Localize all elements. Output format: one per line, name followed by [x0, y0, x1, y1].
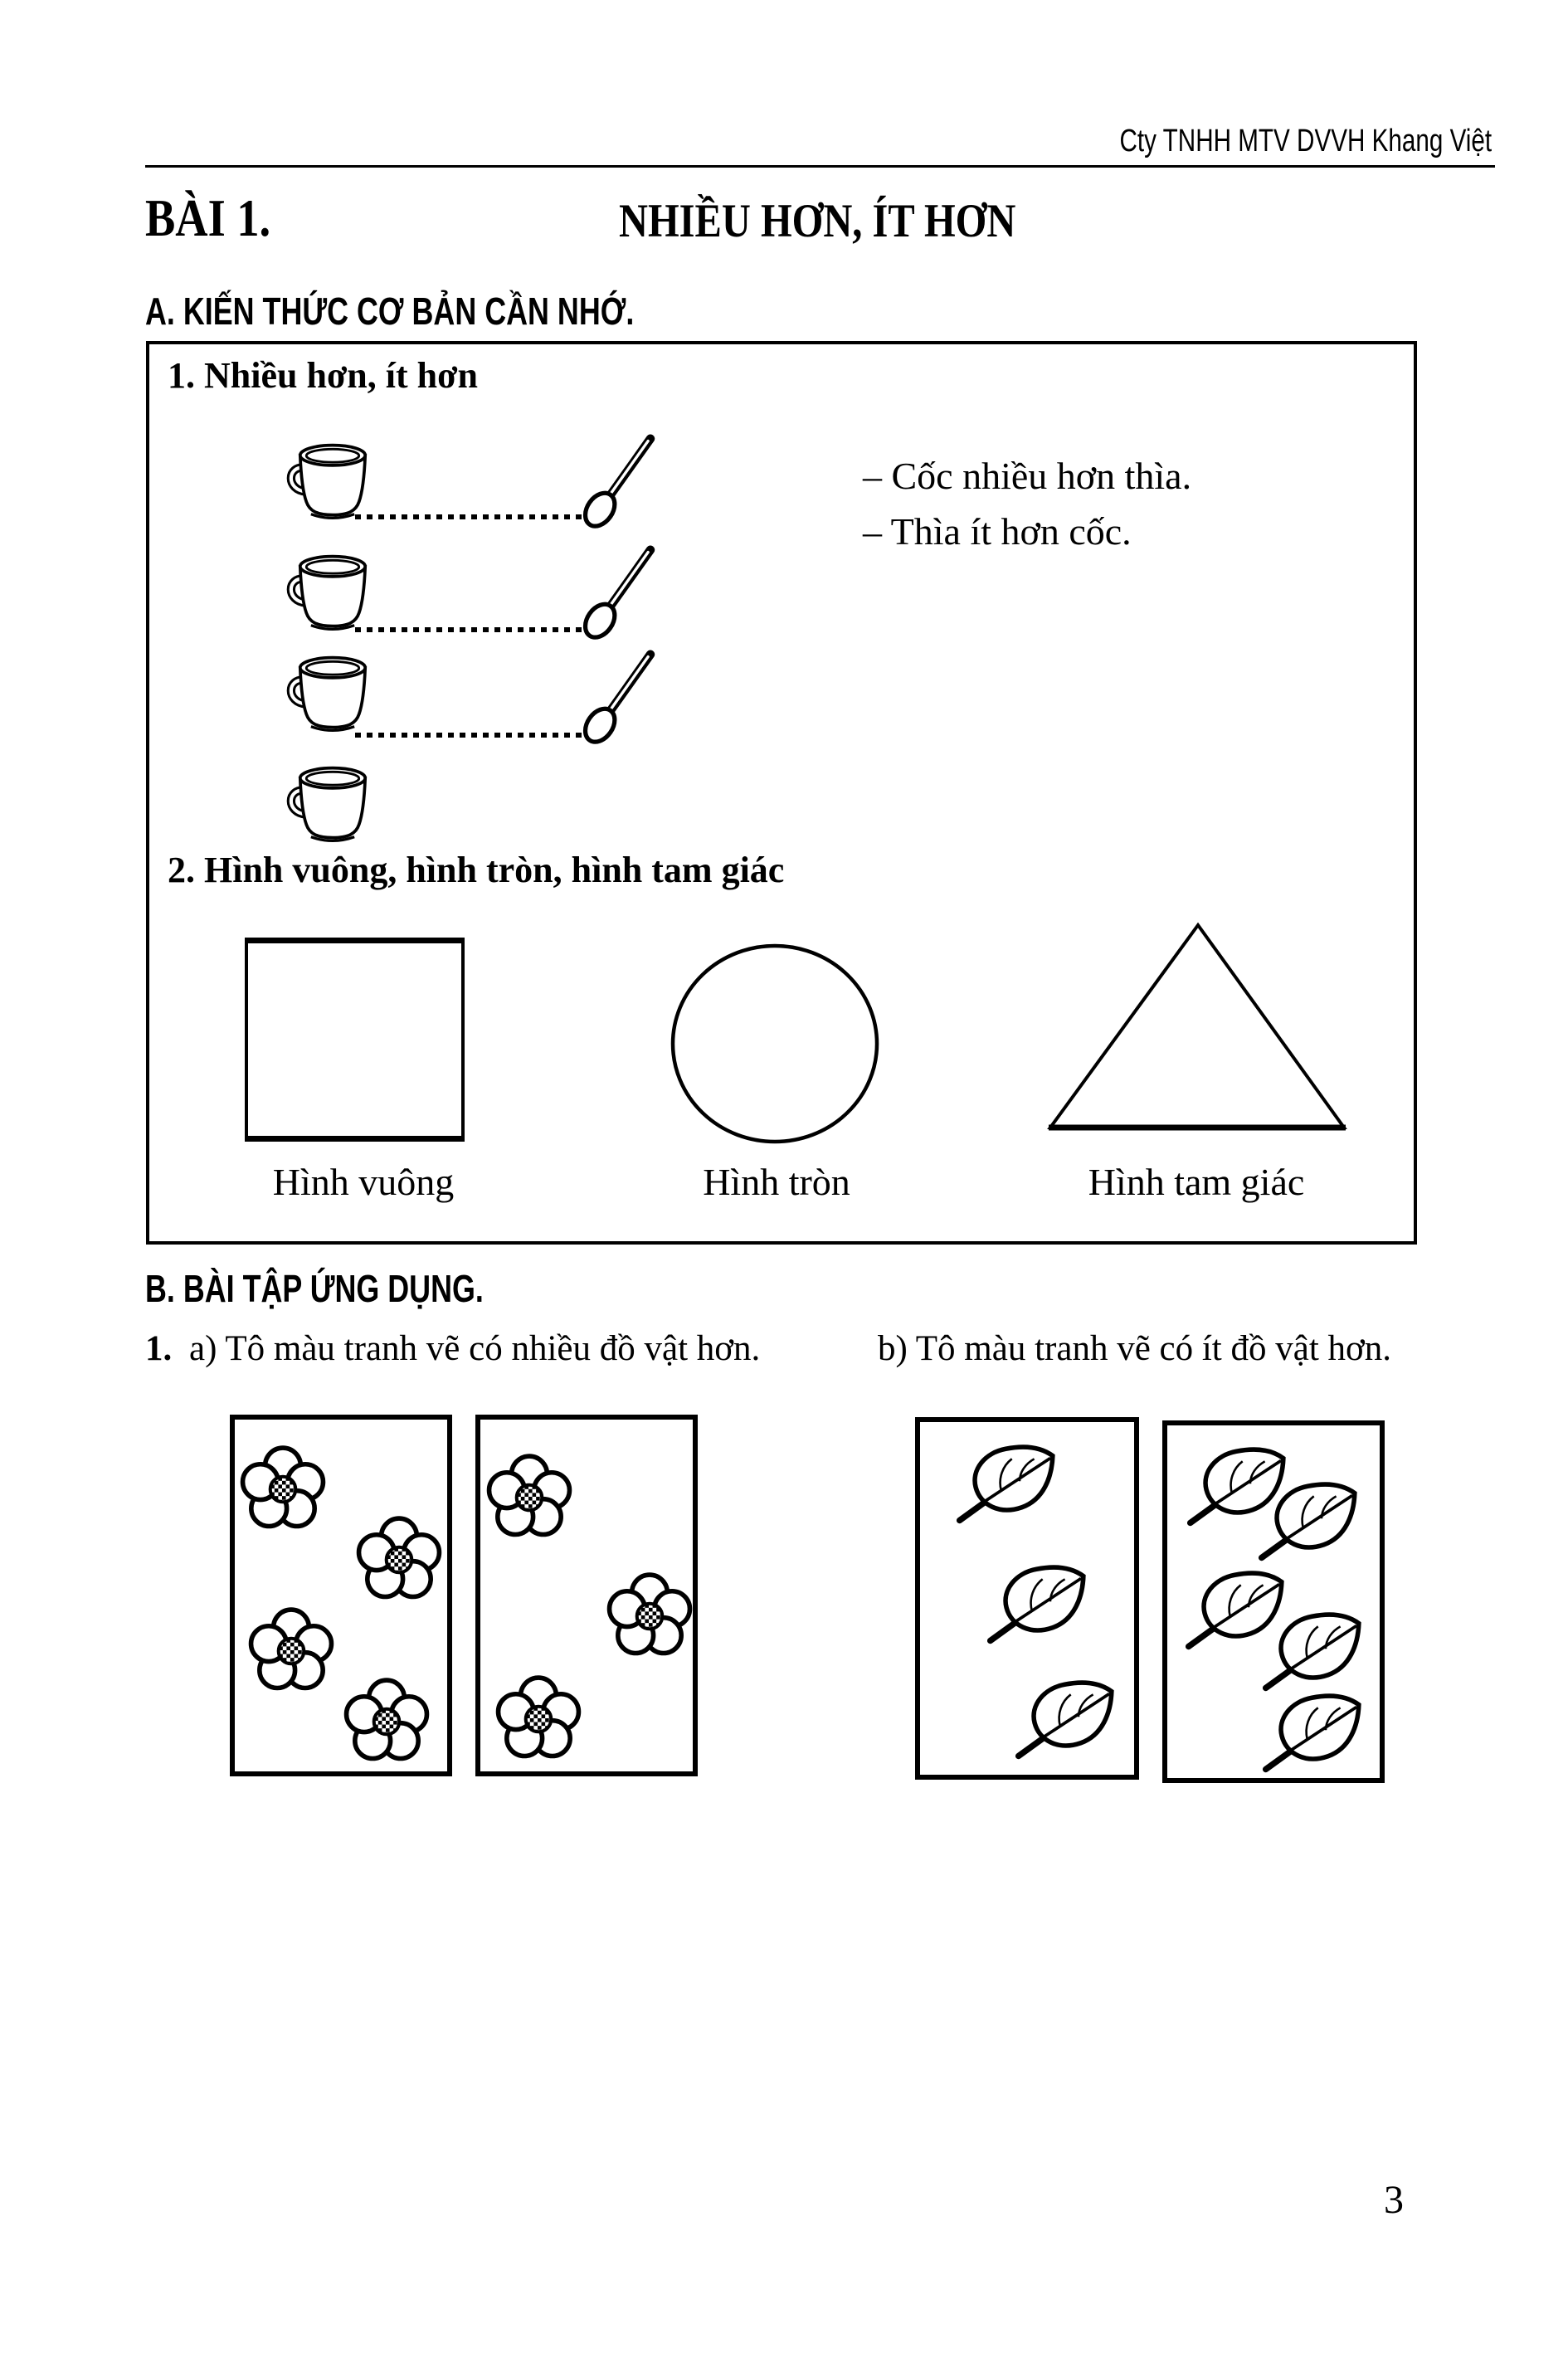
item1-notes: [863, 448, 1191, 559]
exercise1-number: 1.: [145, 1329, 173, 1368]
flower-icon: [483, 1451, 576, 1544]
flower-icon: [245, 1605, 338, 1698]
circle-shape: [669, 942, 881, 1146]
header-rule: [145, 165, 1495, 168]
page-number: 3: [1384, 2178, 1404, 2222]
spoon-icon: [579, 650, 659, 744]
leaf-icon: [1256, 1479, 1366, 1563]
leaf-icon: [954, 1441, 1064, 1526]
item2-heading: 2. Hình vuông, hình tròn, hình tam giác: [168, 850, 785, 890]
leaf-icon: [1013, 1677, 1122, 1761]
flower-icon: [340, 1675, 433, 1768]
flower-box-more[interactable]: [230, 1415, 452, 1776]
section-b-heading: B. BÀI TẬP ỨNG DỤNG.: [145, 1267, 484, 1310]
leaf-icon: [985, 1561, 1094, 1646]
square-shape: [245, 938, 465, 1142]
note-more: – Cốc nhiều hơn thìa.: [863, 455, 1192, 497]
match-dotted-line: [355, 733, 587, 738]
lesson-number: BÀI 1.: [145, 188, 271, 247]
match-dotted-line: [355, 627, 587, 632]
note-less: – Thìa ít hơn cốc.: [863, 510, 1132, 553]
spoon-icon: [579, 545, 659, 640]
lesson-title: NHIỀU HƠN, ÍT HƠN: [619, 195, 1016, 247]
exercise1-part-a-text: a) Tô màu tranh vẽ có nhiều đồ vật hơn.: [189, 1329, 761, 1368]
flower-icon: [492, 1673, 585, 1766]
match-dotted-line: [355, 514, 587, 519]
leaf-icon: [1260, 1609, 1370, 1693]
cup-icon: [286, 441, 379, 523]
cup-icon: [286, 763, 379, 845]
leaf-icon: [1260, 1690, 1370, 1775]
flower-icon: [353, 1513, 446, 1606]
cup-icon: [286, 653, 379, 735]
square-label: Hình vuông: [272, 1161, 455, 1203]
exercise1-part-a: [145, 1328, 760, 1369]
knowledge-box: [146, 341, 1417, 1245]
company-name: Cty TNHH MTV DVVH Khang Việt: [1119, 124, 1492, 158]
flower-box-less[interactable]: [475, 1415, 698, 1776]
triangle-shape: [1044, 920, 1347, 1134]
leaf-box-less[interactable]: [915, 1417, 1139, 1780]
cup-icon: [286, 552, 379, 634]
leaf-box-more[interactable]: [1162, 1420, 1385, 1783]
section-a-heading: A. KIẾN THỨC CƠ BẢN CẦN NHỚ.: [145, 290, 635, 333]
flower-icon: [603, 1570, 696, 1663]
item1-heading: 1. Nhiều hơn, ít hơn: [168, 355, 478, 396]
exercise1-part-b: b) Tô màu tranh vẽ có ít đồ vật hơn.: [878, 1329, 1392, 1368]
triangle-label: Hình tam giác: [1088, 1161, 1305, 1203]
circle-label: Hình tròn: [703, 1161, 850, 1203]
page-header: [1015, 123, 1492, 159]
flower-icon: [236, 1443, 329, 1536]
spoon-icon: [579, 434, 659, 529]
